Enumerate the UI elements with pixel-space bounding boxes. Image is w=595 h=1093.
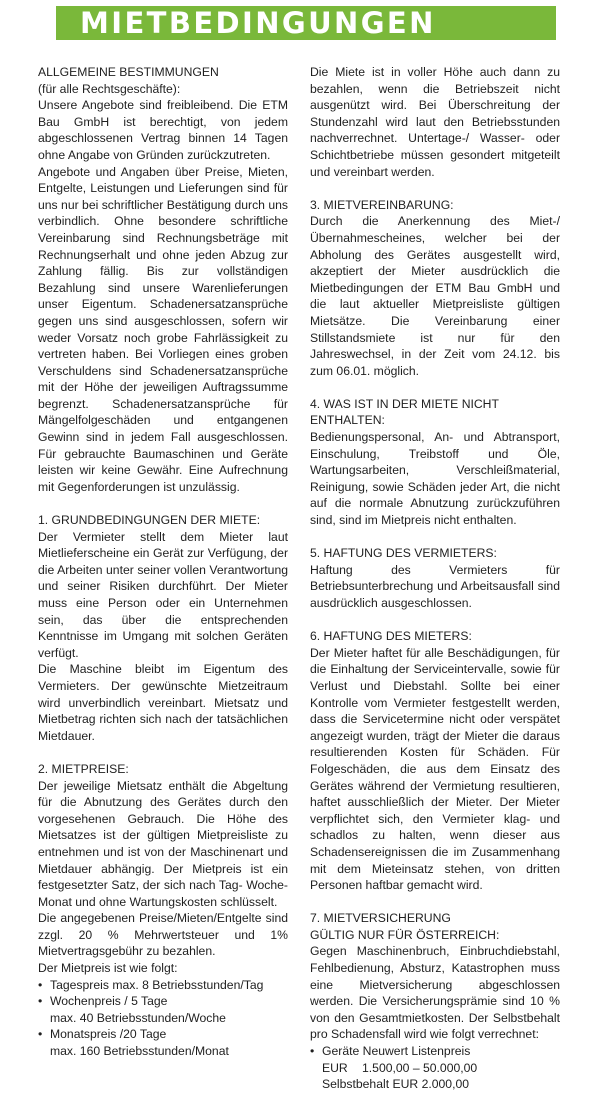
section-heading: 3. MIETVEREINBARUNG: <box>310 197 454 212</box>
paragraph: Die angegebenen Preise/Mieten/Entgelte sind zzgl. 20 % Mehrwertsteuer und 1% Mietvertragsgebühr zu bezahlen. <box>38 911 288 959</box>
paragraph: Der Mieter haftet für alle Beschädigungen, für die Einhaltung der Serviceintervalle, sowie für Verlust und Diebstahl. Sollte bei einer Kontrolle vom Vermieter festgestellt werden, dass die Servicetermine nicht oder verspätet angezeigt wurden, trägt der Mieter die daraus resultierenden Kosten für Schäden. Für Folgeschäden, die aus dem Einsatz des Gerätes während der Vermietung resultieren, haftet ausschließlich der Mieter. Der Mieter verpflichtet sich, den Vermieter klag- und schadlos zu halten, wenn dieser aus Schadensereignissen die im Zusammenhang mit dem Mieteinsatz stehen, von dritten Personen haftbar gemacht wird. <box>310 645 560 893</box>
list-item: • Tagespreis max. 8 Betriebsstunden/Tag <box>38 977 288 994</box>
section-rental-insurance <box>310 910 560 1093</box>
paragraph: Angebote und Angaben über Preise, Mieten, Entgelte, Leistungen und Lieferungen sind für uns nur bei schriftlicher Bestätigung durch uns verbindlich. Ohne besondere schriftliche Vereinbarung sind Rechnungsbeträge mit Rechnungserhalt und ohne jeden Abzug zur Zahlung fällig. Bis zur vollständigen Bezahlung sind unsere Warenlieferungen unser Eigentum. Schadenersatzansprüche gegen uns sind ausgeschlossen, sofern wir weder Vorsatz noch grobe Fahrlässigkeit zu vertreten haben. Bei Vorliegen eines groben Verschuldens sind Schadenersatzansprüche mit der Höhe der jeweiligen Auftragssumme begrenzt. Schadenersatzansprüche für Mängelfolgeschäden und entgangenen Gewinn sind in jedem Fall ausgeschlossen. Für gebrauchte Baumaschinen und Geräte leisten wir keine Gewähr. Eine Aufrechnung mit Gegenforderungen ist unzulässig. <box>38 164 288 494</box>
section-heading: 1. GRUNDBEDINGUNGEN DER MIETE: <box>38 513 261 528</box>
price-list <box>38 977 288 1060</box>
paragraph: Die Miete ist in voller Höhe auch dann zu bezahlen, wenn die Betriebszeit nicht ausgenützt wird. Bei Überschreitung der Stundenzahl wird laut den Betriebsstunden nachverrechnet. Untertage-/ Wasser- oder Schichtbetriebe müssen gesondert mitgeteilt und vereinbart werden. <box>310 65 560 179</box>
paragraph: Die Maschine bleibt im Eigentum des Vermieters. Der gewünschte Mietzeitraum wird unverbindlich vereinbart. Mietsatz und Mietbetrag richten sich nach der tatsächlichen Mietdauer. <box>38 662 288 743</box>
paragraph: Unsere Angebote sind freibleibend. Die ETM Bau GmbH ist berechtigt, von jedem abgeschlossenen Vertrag binnen 14 Tagen ohne Angabe von Gründen zurückzutreten. <box>38 98 288 162</box>
currency-label: EUR <box>322 1060 348 1075</box>
section-landlord-liability <box>310 545 560 611</box>
right-column <box>310 64 560 1093</box>
section-rental-agreement <box>310 197 560 380</box>
list-item: • Wochenpreis / 5 Tage max. 40 Betriebsstunden/Woche <box>38 993 288 1026</box>
section-subheading: (für alle Rechtsgeschäfte): <box>38 81 181 96</box>
deductible-value: Selbstbehalt EUR 2.000,00 <box>322 1077 470 1092</box>
list-item: • Monatspreis /20 Tage max. 160 Betriebsstunden/Monat <box>38 1026 288 1059</box>
section-heading: 4. WAS IST IN DER MIETE NICHT ENTHALTEN: <box>310 396 499 428</box>
section-heading: 6. HAFTUNG DES MIETERS: <box>310 629 472 644</box>
section-tenant-liability <box>310 628 560 894</box>
section-rental-prices-continued <box>310 64 560 180</box>
insurance-list <box>310 1043 560 1060</box>
section-heading: ALLGEMEINE BESTIMMUNGEN <box>38 65 219 79</box>
paragraph: Der Vermieter stellt dem Mieter laut Mietlieferscheine ein Gerät zur Verfügung, der die Arbeiten unter seiner vollen Verantwortung und seiner Risiken durchführt. Der Mieter muss eine Person oder ein Unternehmen sein, das über die entsprechenden Kenntnisse im Umgang mit solchen Geräten verfügt. <box>38 529 288 660</box>
section-subheading: GÜLTIG NUR FÜR ÖSTERREICH: <box>310 927 500 942</box>
left-column <box>38 64 288 1060</box>
section-basic-conditions <box>38 512 288 744</box>
section-not-included <box>310 396 560 529</box>
value-range: 1.500,00 – 50.000,00 <box>362 1060 478 1075</box>
page-title: MIETBEDINGUNGEN <box>80 6 436 40</box>
section-general-provisions <box>38 64 288 495</box>
section-heading: 7. MIETVERSICHERUNG <box>310 911 451 926</box>
amount-row <box>322 1060 560 1077</box>
paragraph: Gegen Maschinenbruch, Einbruchdiebstahl, Fehlbedienung, Absturz, Katastrophen muss eine Mietversicherung abgeschlossen werden. Die Versicherungsprämie sind 10 % von den Gesamtmietkosten. Der Selbstbehalt pro Schadensfall wird wie folgt verrechnet: <box>310 944 560 1042</box>
paragraph: Der jeweilige Mietsatz enthält die Abgeltung für die Abnutzung des Gerätes durch den vorgesehenen Gebrauch. Die Höhe des Mietsatzes ist der gültigen Mietpreisliste zu entnehmen und ist von der Maschinenart und Mietdauer abhängig. Der Mietpreis ist ein festgesetzter Satz, der sich nach Tag- Woche- Monat und ohne Wartungskosten schlüsselt. <box>38 778 288 909</box>
section-rental-prices <box>38 761 288 1060</box>
section-heading: 2. MIETPREISE: <box>38 761 129 776</box>
paragraph: Der Mietpreis ist wie folgt: <box>38 961 178 976</box>
deductible-amounts <box>310 1060 560 1093</box>
paragraph: Durch die Anerkennung des Miet-/Übernahmescheines, welcher bei der Abholung des Gerätes ausgestellt wird, akzeptiert der Mieter ausdrücklich die Mietbedingungen der ETM Bau GmbH und die laut aktueller Mietpreisliste gültigen Mietsätze. Die Vereinbarung einer Stillstandsmiete ist nur für den Jahreswechsel, in der Zeit vom 24.12. bis zum 06.01. möglich. <box>310 214 560 378</box>
paragraph: Bedienungspersonal, An- und Abtransport, Einschulung, Treibstoff und Öle, Wartungsarbeiten, Verschleißmaterial, Reinigung, sowie Schäden jeder Art, die nicht auf die normale Abnutzung zurückzuführen sind, sind im Mietpreis nicht enthalten. <box>310 430 560 528</box>
list-item: • Geräte Neuwert Listenpreis <box>310 1043 560 1060</box>
paragraph: Haftung des Vermieters für Betriebsunterbrechung und Arbeitsausfall sind ausdrücklich ausgeschlossen. <box>310 562 560 610</box>
title-banner <box>56 6 556 40</box>
section-heading: 5. HAFTUNG DES VERMIETERS: <box>310 546 497 561</box>
